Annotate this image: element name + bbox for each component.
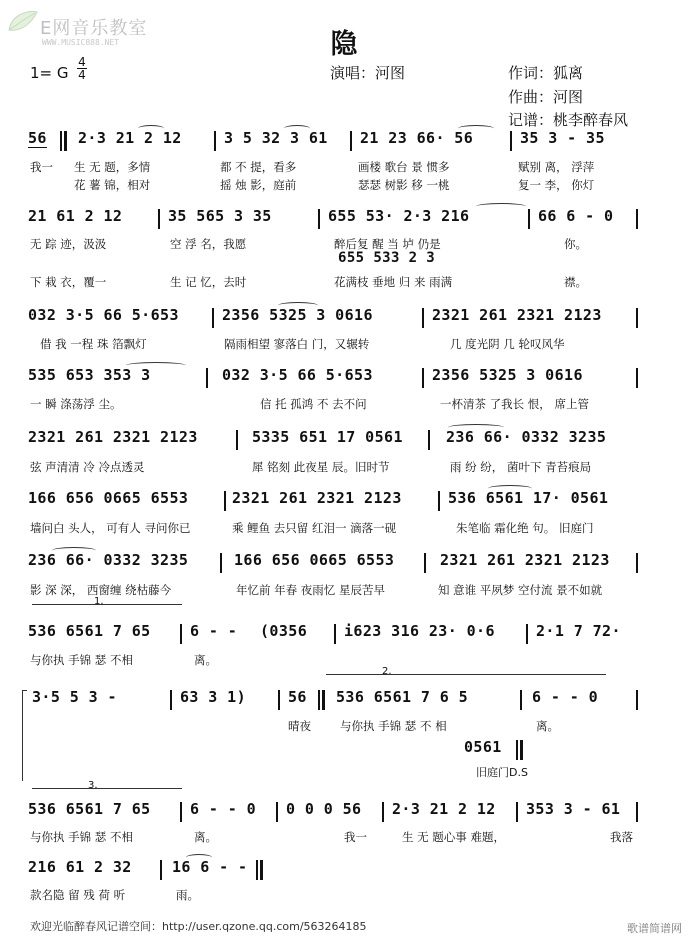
measure: 66 6 - 0 bbox=[538, 207, 614, 225]
lyric-text: 赋别 离， 浮萍 bbox=[518, 160, 595, 174]
score-line-7 bbox=[28, 551, 640, 577]
measure: 21 23 66· 56 bbox=[360, 129, 474, 147]
composer-credit: 作曲：河图 bbox=[508, 88, 584, 106]
lyric-text: 复一 李， 你灯 bbox=[518, 178, 595, 192]
lyrics-line-7 bbox=[30, 582, 645, 598]
score-line-5 bbox=[28, 428, 640, 454]
lyric-text: 襟。 bbox=[564, 275, 587, 289]
measure: 536 6561 7 65 bbox=[28, 800, 151, 818]
lyrics-line-8 bbox=[30, 652, 645, 668]
volta-bracket-1 bbox=[32, 596, 182, 615]
measure: 21 61 2 12 bbox=[28, 207, 123, 225]
measure: 2356 5325 3 0616 bbox=[222, 306, 373, 324]
score-line-1 bbox=[28, 129, 640, 155]
watermark-brand: E网音乐教室 bbox=[40, 18, 148, 39]
measure: 6 - - bbox=[190, 622, 238, 640]
lyric-text: 雨 纷 纷， 菌叶下 青苔痕局 bbox=[450, 460, 592, 474]
lyrics-line-1 bbox=[30, 159, 645, 175]
volta-bracket-2 bbox=[326, 666, 606, 685]
measure: (0356 bbox=[260, 622, 308, 640]
score-line-3 bbox=[28, 306, 640, 332]
measure: 655 53· 2·3 216 bbox=[328, 207, 470, 225]
lyric-text: 乘 鲤鱼 去只留 红泪一 滴落一砚 bbox=[232, 521, 397, 535]
measure: 5335 651 17 0561 bbox=[252, 428, 403, 446]
lyric-text: 墙问白 头人， 可有人 寻问你已 bbox=[30, 521, 191, 535]
lyric-text: 生 记 忆，去时 bbox=[170, 275, 247, 289]
volta-bracket-3 bbox=[32, 780, 182, 799]
lyric-text: 晴夜 bbox=[288, 719, 311, 733]
measure: 236 66· 0332 3235 bbox=[28, 551, 189, 569]
measure: 536 6561 7 6 5 bbox=[336, 688, 469, 706]
lyric-text: 空 浮 名，我愿 bbox=[170, 237, 247, 251]
measure: 2321 261 2321 2123 bbox=[232, 489, 402, 507]
lyric-text: 与你执 手锦 瑟 不相 bbox=[30, 653, 133, 667]
lyrics-line-3 bbox=[30, 336, 645, 352]
lyric-text: 雨。 bbox=[176, 888, 199, 902]
lyric-text: 弦 声清清 冷 冷点透灵 bbox=[30, 460, 145, 474]
repeat-bracket bbox=[22, 690, 27, 781]
singer-credit: 演唱：河图 bbox=[330, 64, 406, 82]
lyric-text: 摇 烛 影，庭前 bbox=[220, 178, 297, 192]
lyric-text: 与你执 手锦 瑟 不相 bbox=[30, 830, 133, 844]
lyrics-line-10 bbox=[30, 829, 645, 845]
measure: 2·3 21 2 12 bbox=[78, 129, 182, 147]
score-line-6 bbox=[28, 489, 640, 515]
measure: 16 6 - - bbox=[172, 858, 248, 876]
lyric-text: 你。 bbox=[564, 237, 587, 251]
lyric-text: 我一 bbox=[344, 830, 367, 844]
measure: 536 6561 17· 0561 bbox=[448, 489, 609, 507]
lyric-text: 瑟瑟 树影 移 一桃 bbox=[358, 178, 450, 192]
lyric-text: 知 意谁 平夙梦 空付流 景不如就 bbox=[438, 583, 603, 597]
song-title: 隐 bbox=[330, 29, 358, 60]
measure: 655 533 2 3 bbox=[338, 250, 436, 266]
lyric-text: 几 度光阴 几 轮叹风华 bbox=[450, 337, 565, 351]
lyric-text: 离。 bbox=[194, 653, 217, 667]
lyric-text: 画楼 歌台 景 惯多 bbox=[358, 160, 450, 174]
measure: 56 bbox=[288, 688, 307, 706]
alt-notation bbox=[338, 250, 538, 276]
lyrics-line-6 bbox=[30, 520, 645, 536]
time-signature-bottom: 4 bbox=[78, 68, 86, 82]
lyrics-line-1b bbox=[30, 177, 645, 193]
measure: 0561 bbox=[464, 738, 502, 756]
lyric-text: 都 不 提，看多 bbox=[220, 160, 297, 174]
coda-lyrics: 旧庭门D.S bbox=[476, 766, 528, 779]
time-signature-top: 4 bbox=[78, 55, 86, 69]
measure: 353 3 - 61 bbox=[526, 800, 621, 818]
lyrics-line-11 bbox=[30, 887, 645, 903]
lyric-text: 离。 bbox=[194, 830, 217, 844]
measure: 2321 261 2321 2123 bbox=[28, 428, 198, 446]
score-line-8 bbox=[28, 622, 640, 648]
score-line-2 bbox=[28, 207, 640, 233]
score-line-10 bbox=[28, 800, 640, 826]
measure: 3·5 5 3 - bbox=[32, 688, 117, 706]
measure: 2·3 21 2 12 bbox=[392, 800, 496, 818]
lyric-text: 犀 铭刻 此夜星 辰。旧时节 bbox=[252, 460, 390, 474]
measure: 35 3 - 35 bbox=[520, 129, 605, 147]
lyric-text: 影 深 深， 西窗缠 绕枯藤今 bbox=[30, 583, 172, 597]
lyrics-line-2b bbox=[30, 274, 645, 290]
lyric-text: 朱笔临 霜化绝 句。 旧庭门 bbox=[456, 521, 594, 535]
lyric-text: 无 踪 迹，汲汲 bbox=[30, 237, 107, 251]
footer-credit: 欢迎光临醉春风记谱空间：http://user.qzone.qq.com/563264185 bbox=[30, 920, 367, 933]
lyric-text: 款名隐 留 残 荷 听 bbox=[30, 888, 126, 902]
measure: 536 6561 7 65 bbox=[28, 622, 151, 640]
key-signature: 1= G bbox=[30, 64, 69, 82]
measure: 3 5 32 3 61 bbox=[224, 129, 328, 147]
lyric-text: 借 我 一程 珠 箔飘灯 bbox=[40, 337, 147, 351]
measure: 166 656 0665 6553 bbox=[234, 551, 395, 569]
coda-notation bbox=[464, 738, 564, 764]
lyric-text: 隔雨相望 寥落白 门，又辗转 bbox=[224, 337, 370, 351]
transcriber-credit: 记谱：桃李醉春风 bbox=[508, 111, 629, 129]
volta-number: 3. bbox=[88, 780, 98, 791]
measure: 35 565 3 35 bbox=[168, 207, 272, 225]
lyric-text: 年忆前 年春 夜雨忆 星辰苦早 bbox=[236, 583, 385, 597]
lyric-text: 与你执 手锦 瑟 不 相 bbox=[340, 719, 447, 733]
lyrics-line-9 bbox=[30, 718, 645, 734]
lyric-text: 一 瞬 涤荡浮 尘。 bbox=[30, 397, 122, 411]
measure: 535 653 353 3 bbox=[28, 366, 151, 384]
measure: 166 656 0665 6553 bbox=[28, 489, 189, 507]
lyric-text: 我一 bbox=[30, 160, 53, 174]
lyric-text: 醉后复 醒 当 垆 仍是 bbox=[334, 237, 441, 251]
measure: 2·1 7 72· bbox=[536, 622, 621, 640]
measure: 2321 261 2321 2123 bbox=[440, 551, 610, 569]
measure: 236 66· 0332 3235 bbox=[446, 428, 607, 446]
measure: i623 316 23· 0·6 bbox=[344, 622, 495, 640]
score-line-9 bbox=[28, 688, 640, 714]
measure: 216 61 2 32 bbox=[28, 858, 132, 876]
lyric-text: 一杯清茶 了我长 恨， 席上管 bbox=[440, 397, 589, 411]
lyric-text: 花满枝 垂地 归 来 雨满 bbox=[334, 275, 453, 289]
measure: 63 3 1) bbox=[180, 688, 247, 706]
lyrics-line-5 bbox=[30, 459, 645, 475]
measure: 032 3·5 66 5·653 bbox=[222, 366, 373, 384]
time-signature bbox=[77, 56, 87, 81]
measure: 032 3·5 66 5·653 bbox=[28, 306, 179, 324]
lyricist-credit: 作词：狐离 bbox=[508, 64, 584, 82]
lyric-text: 生 无 题，多情 bbox=[74, 160, 151, 174]
measure: 56 bbox=[28, 129, 47, 147]
footer-site: 歌谱简谱网 bbox=[627, 922, 682, 935]
lyric-text: 花 薯 锦，相对 bbox=[74, 178, 151, 192]
lyric-text: 我落 bbox=[610, 830, 633, 844]
measure: 6 - - 0 bbox=[532, 688, 599, 706]
measure: 6 - - 0 bbox=[190, 800, 257, 818]
watermark-url: WWW.MUSIC888.NET bbox=[42, 38, 120, 47]
lyric-text: 信 托 孤鸿 不 去不问 bbox=[260, 397, 367, 411]
score-line-11 bbox=[28, 858, 640, 884]
measure: 2356 5325 3 0616 bbox=[432, 366, 583, 384]
lyric-text: 生 无 题心事 难题， bbox=[402, 830, 505, 844]
score-line-4 bbox=[28, 366, 640, 392]
lyric-text: 下 栽 衣，覆一 bbox=[30, 275, 107, 289]
lyrics-line-4 bbox=[30, 396, 645, 412]
lyric-text: 离。 bbox=[536, 719, 559, 733]
volta-number: 1. bbox=[94, 596, 104, 607]
measure: 0 0 0 56 bbox=[286, 800, 362, 818]
volta-number: 2. bbox=[382, 666, 392, 677]
measure: 2321 261 2321 2123 bbox=[432, 306, 602, 324]
